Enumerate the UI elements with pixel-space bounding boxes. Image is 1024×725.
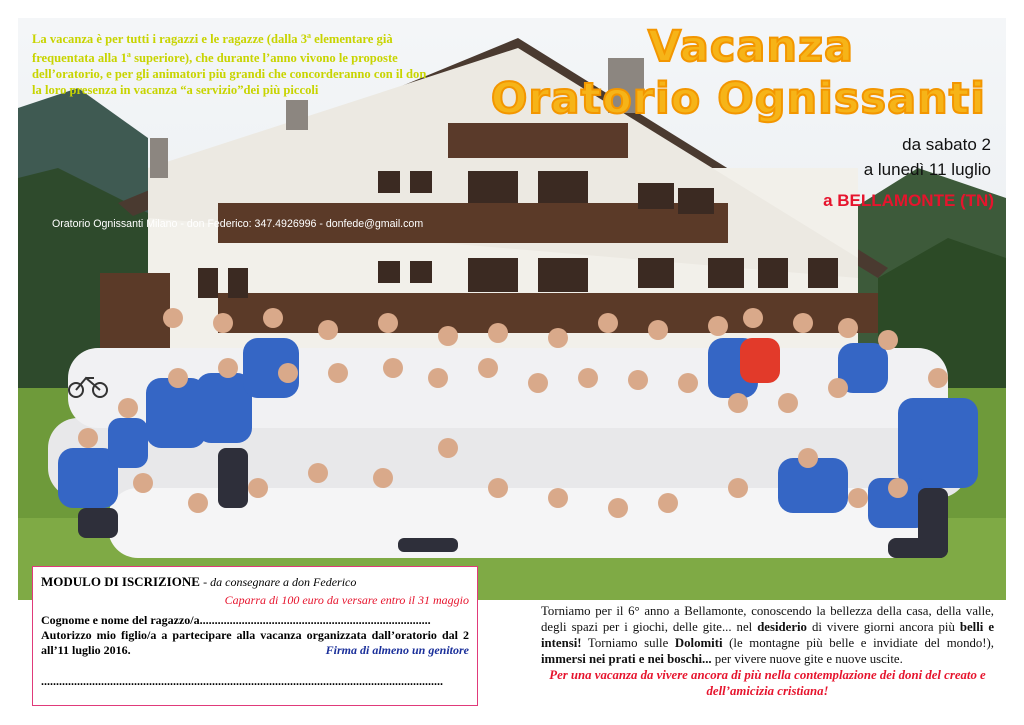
intro-superscript: a — [126, 50, 131, 60]
form-heading-subtitle: - da consegnare a don Federico — [203, 575, 357, 589]
form-heading — [41, 574, 469, 590]
title-line-1: Vacanza — [647, 22, 854, 72]
deposit-note: Caparra di 100 euro da versare entro il 31 maggio — [224, 593, 469, 607]
signature-label: Firma di almeno un genitore — [325, 643, 469, 657]
description-text: Torniamo per il 6° anno a Bellamonte, conoscendo la bellezza della casa, della valle, degli spazi per i giochi, delle gite... nel — [541, 604, 994, 634]
registration-form — [32, 566, 478, 706]
description-bold: immersi nei prati e nei boschi... — [541, 652, 712, 666]
description-text: (le montagne più belle e invidiate del mondo!), — [722, 636, 994, 650]
description-bold: desiderio — [757, 620, 807, 634]
description-text: di vivere giorni ancora più — [806, 620, 960, 634]
intro-superscript: a — [307, 31, 312, 40]
intro-line: superiore), che durante l’anno vivono le proposte dell’oratorio, e per gli animatori più grandi che concorderanno con il don la loro presenza in vacanza “a servizio”dei più piccoli — [32, 51, 427, 98]
closing-text: Per una vacanza da vivere ancora di più nella contemplazione dei doni del creato e dell’amicizia cristiana! — [549, 668, 986, 698]
description-text: per vivere nuove gite e nuove uscite. — [711, 652, 903, 666]
intro-text — [32, 28, 437, 98]
intro-line: La vacanza è per tutti i ragazzi e le ragazze (dalla 3 — [32, 32, 308, 47]
location: a BELLAMONTE (TN) — [823, 191, 994, 210]
contact-info: Oratorio Ognissanti Milano - don Federico: 347.4926996 - donfede@gmail.com — [52, 218, 424, 230]
child-name-field[interactable]: Cognome e nome del ragazzo/a............................................................................. — [41, 613, 431, 627]
intro-line: elementare già frequentata alla 1 — [32, 32, 393, 66]
description-text: Torniamo sulle — [581, 636, 675, 650]
description-bold: Dolomiti — [674, 636, 723, 650]
title-line-2: Oratorio Ognissanti — [490, 74, 986, 124]
date-to: a lunedì 11 luglio — [863, 160, 991, 179]
form-heading-title: MODULO DI ISCRIZIONE — [41, 574, 200, 589]
description-bold: belli e intensi! — [541, 620, 994, 650]
description — [541, 603, 994, 699]
date-from: da sabato 2 — [902, 135, 991, 154]
authorization-text: Autorizzo mio figlio/a a partecipare alla vacanza organizzata dall’oratorio dal 2 all’11 luglio 2016. — [41, 628, 469, 657]
signature-field[interactable]: ...................................................................................................................................... — [41, 674, 443, 688]
